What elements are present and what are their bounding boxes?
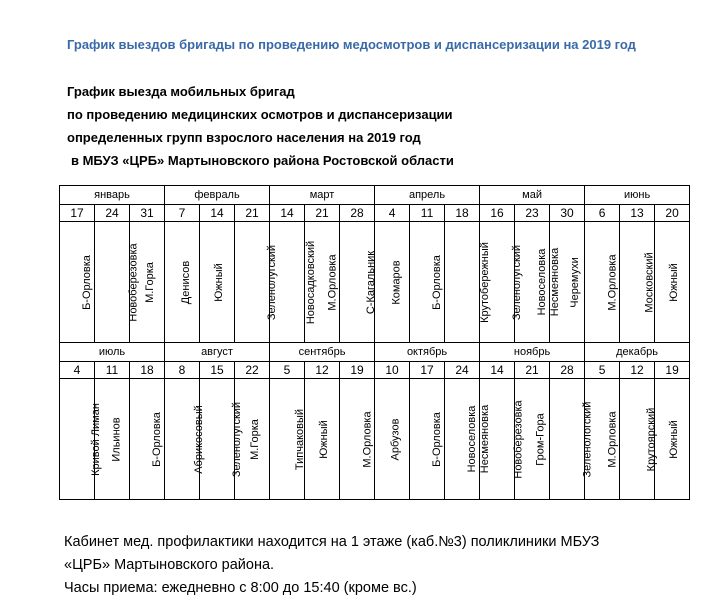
visit-date: 23 [515, 205, 550, 222]
place-cell [130, 379, 165, 500]
footer-line-1: Кабинет мед. профилактики находится на 1 этаже (каб.№3) поликлиники МБУЗ [64, 534, 600, 550]
visit-date: 21 [235, 205, 270, 222]
office-info [64, 531, 599, 600]
place-cell [165, 222, 200, 343]
place-row-second-half [60, 379, 690, 500]
visit-date: 11 [95, 362, 130, 379]
visit-date: 5 [270, 362, 305, 379]
visit-date: 28 [550, 362, 585, 379]
place-cell [95, 222, 140, 343]
place-name: Московский [643, 251, 656, 313]
place-cell [512, 379, 550, 500]
place-name: Новоселовка Несмеяновка [466, 404, 492, 474]
place-cell [620, 222, 655, 343]
place-name: Б-Орловка [430, 254, 443, 310]
visit-date: 31 [130, 205, 165, 222]
visit-date: 18 [445, 205, 480, 222]
date-row-second-half [60, 362, 690, 379]
place-cell [515, 222, 562, 343]
place-row-first-half [60, 222, 690, 343]
place-name: Абрикосовый [192, 404, 205, 474]
place-cell [95, 379, 130, 500]
month-row-second-half [60, 343, 690, 362]
place-name: Новосадковский [305, 240, 318, 324]
place-name: Крутобережный [478, 241, 491, 323]
place-cell [60, 222, 95, 343]
visit-date: 17 [60, 205, 95, 222]
visit-date: 7 [165, 205, 200, 222]
place-cell [165, 379, 205, 500]
place-name: Новоберезовка [512, 399, 525, 479]
place-name: Гром-Гора [534, 412, 547, 466]
place-cell [585, 379, 620, 500]
place-name: Зеленолугский [266, 244, 279, 320]
visit-date: 28 [340, 205, 375, 222]
visit-date: 16 [480, 205, 515, 222]
place-name: М.Орловка [606, 410, 619, 468]
place-name: Арбузов [389, 418, 402, 460]
visit-date: 24 [95, 205, 130, 222]
visit-date: 12 [305, 362, 340, 379]
visit-date: 14 [270, 205, 305, 222]
place-cell [305, 222, 340, 343]
place-cell [375, 379, 410, 500]
visit-date: 20 [655, 205, 690, 222]
footer-line-2: «ЦРБ» Мартыновского района. [64, 557, 275, 573]
place-name: Южный [212, 262, 225, 302]
place-cell [305, 379, 340, 500]
place-name: Крутоярский [645, 407, 658, 471]
month-header: июль [60, 343, 165, 362]
place-cell [200, 379, 244, 500]
visit-date: 15 [200, 362, 235, 379]
visit-date: 12 [620, 362, 655, 379]
month-header: август [165, 343, 270, 362]
place-cell [585, 222, 620, 343]
place-name: Денисов [180, 260, 193, 304]
visit-date: 21 [305, 205, 340, 222]
month-header: сентябрь [270, 343, 375, 362]
visit-date: 30 [550, 205, 585, 222]
visit-date: 4 [60, 362, 95, 379]
visit-date: 8 [165, 362, 200, 379]
place-cell [480, 222, 524, 343]
visit-date: 17 [410, 362, 445, 379]
header-line-2: по проведению медицинских осмотров и диспансеризации [67, 107, 453, 122]
schedule-header [67, 80, 454, 172]
place-name: М.Орловка [361, 410, 374, 468]
place-name: Новоберезовка [127, 242, 140, 322]
month-row-first-half [60, 186, 690, 205]
place-cell [410, 379, 445, 500]
month-header: май [480, 186, 585, 205]
place-cell [445, 222, 491, 343]
place-name: Типчаковый [294, 408, 307, 470]
place-cell [270, 379, 305, 500]
visit-date: 18 [130, 362, 165, 379]
place-cell [340, 222, 378, 343]
place-cell [620, 379, 658, 500]
header-line-4: в МБУЗ «ЦРБ» Мартыновского района Ростовской области [71, 153, 454, 168]
place-cell [375, 222, 410, 343]
place-name: Южный [667, 419, 680, 459]
visit-date: 14 [200, 205, 235, 222]
place-cell [410, 222, 445, 343]
place-name: М.Орловка [326, 253, 339, 311]
month-header: ноябрь [480, 343, 585, 362]
place-name: С-Кагальник [365, 250, 378, 314]
visit-date: 14 [480, 362, 515, 379]
footer-line-3: Часы приема: ежедневно с 8:00 до 15:40 (кроме вс.) [64, 580, 417, 596]
visit-date: 13 [620, 205, 655, 222]
place-name: Зеленологский [581, 401, 594, 477]
visit-date: 11 [410, 205, 445, 222]
page-title: График выездов бригады по проведению медосмотров и диспансеризации на 2019 год [67, 37, 636, 52]
place-cell [235, 222, 279, 343]
place-cell [655, 222, 690, 343]
month-header: октябрь [375, 343, 480, 362]
date-row-first-half [60, 205, 690, 222]
place-name: Кривой Лиман [89, 402, 102, 476]
visit-date: 6 [585, 205, 620, 222]
visit-date: 22 [235, 362, 270, 379]
place-cell [235, 379, 270, 500]
place-cell [550, 379, 594, 500]
visit-date: 5 [585, 362, 620, 379]
place-name: Б-Орловка [430, 411, 443, 467]
place-name: Б-Орловка [150, 411, 163, 467]
place-name: Южный [667, 262, 680, 302]
place-name: М.Горка [143, 261, 156, 303]
place-cell [655, 379, 690, 500]
place-name: Новоселовка Несмеяновка [536, 247, 562, 317]
place-name: М.Горка [248, 418, 261, 460]
visit-date: 4 [375, 205, 410, 222]
place-name: Зеленолугский [231, 401, 244, 477]
visit-date: 19 [340, 362, 375, 379]
schedule-table [59, 185, 690, 500]
place-name: Ильинов [110, 416, 123, 462]
month-header: февраль [165, 186, 270, 205]
place-cell [445, 379, 492, 500]
place-name: Зеленолугский [511, 244, 524, 320]
place-name: Б-Орловка [80, 254, 93, 310]
month-header: апрель [375, 186, 480, 205]
visit-date: 24 [445, 362, 480, 379]
place-cell [127, 222, 165, 343]
place-cell [480, 379, 525, 500]
visit-date: 10 [375, 362, 410, 379]
place-cell [200, 222, 235, 343]
month-header: июнь [585, 186, 690, 205]
place-cell [270, 222, 318, 343]
header-line-3: определенных групп взрослого населения на 2019 год [67, 130, 421, 145]
place-name: Южный [317, 419, 330, 459]
place-name: Черемухи [568, 256, 581, 308]
visit-date: 21 [515, 362, 550, 379]
place-cell [60, 379, 102, 500]
place-name: М.Орловка [606, 253, 619, 311]
month-header: март [270, 186, 375, 205]
visit-date: 19 [655, 362, 690, 379]
place-name: Комаров [390, 259, 403, 305]
place-cell [340, 379, 375, 500]
header-line-1: График выезда мобильных бригад [67, 84, 295, 99]
month-header: декабрь [585, 343, 690, 362]
month-header: январь [60, 186, 165, 205]
place-cell [550, 222, 585, 343]
